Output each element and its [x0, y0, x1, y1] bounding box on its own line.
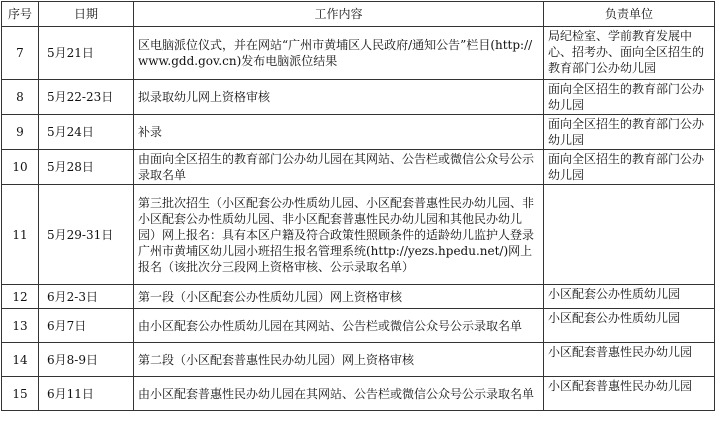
row-seq: 12 [2, 285, 39, 309]
header-content: 工作内容 [134, 2, 544, 27]
row-seq: 15 [2, 377, 39, 411]
row-date: 5月28日 [39, 150, 134, 185]
table-row [2, 115, 715, 150]
row-seq: 10 [2, 150, 39, 185]
header-unit: 负责单位 [544, 2, 715, 27]
row-seq: 9 [2, 115, 39, 150]
header-seq: 序号 [2, 2, 39, 27]
row-seq: 13 [2, 309, 39, 343]
row-content: 补录 [134, 115, 544, 150]
row-content: 由小区配套普惠性民办幼儿园在其网站、公告栏或微信公众号公示录取名单 [134, 377, 544, 411]
table-row [2, 80, 715, 115]
row-date: 5月29-31日 [39, 185, 134, 285]
schedule-table [1, 1, 715, 411]
row-date: 6月2-3日 [39, 285, 134, 309]
table-row [2, 377, 715, 411]
table-row [2, 309, 715, 343]
row-unit [544, 185, 715, 285]
row-unit: 面向全区招生的教育部门公办幼儿园 [544, 115, 715, 150]
row-content: 由小区配套公办性质幼儿园在其网站、公告栏或微信公众号公示录取名单 [134, 309, 544, 343]
row-content: 区电脑派位仪式，并在网站“广州市黄埔区人民政府/通知公告”栏目(http://www.gdd.gov.cn)发布电脑派位结果 [134, 27, 544, 80]
row-unit: 局纪检室、学前教育发展中心、招考办、面向全区招生的教育部门公办幼儿园 [544, 27, 715, 80]
table-row [2, 27, 715, 80]
row-content: 第三批次招生（小区配套公办性质幼儿园、小区配套普惠性民办幼儿园、非小区配套公办性质幼儿园、非小区配套普惠性民办幼儿园和其他民办幼儿园）网上报名：具有本区户籍及符合政策性照顾条件的适龄幼儿监护人登录广州市黄埔区幼儿园小班招生报名管理系统(http://yezs.hpedu.net/)网上报名（该批次分三段网上资格审核、公示录取名单） [134, 185, 544, 285]
row-content: 拟录取幼儿网上资格审核 [134, 80, 544, 115]
table-row [2, 150, 715, 185]
row-date: 5月24日 [39, 115, 134, 150]
table-row [2, 185, 715, 285]
row-date: 5月21日 [39, 27, 134, 80]
row-seq: 7 [2, 27, 39, 80]
row-date: 5月22-23日 [39, 80, 134, 115]
row-seq: 14 [2, 343, 39, 377]
table-header-row [2, 2, 715, 27]
row-unit: 小区配套普惠性民办幼儿园 [544, 377, 715, 411]
row-date: 6月11日 [39, 377, 134, 411]
row-unit: 面向全区招生的教育部门公办幼儿园 [544, 80, 715, 115]
row-seq: 8 [2, 80, 39, 115]
row-date: 6月7日 [39, 309, 134, 343]
row-unit: 面向全区招生的教育部门公办幼儿园 [544, 150, 715, 185]
header-date: 日期 [39, 2, 134, 27]
row-unit: 小区配套公办性质幼儿园 [544, 309, 715, 343]
row-date: 6月8-9日 [39, 343, 134, 377]
row-seq: 11 [2, 185, 39, 285]
row-content: 由面向全区招生的教育部门公办幼儿园在其网站、公告栏或微信公众号公示录取名单 [134, 150, 544, 185]
row-unit: 小区配套公办性质幼儿园 [544, 285, 715, 309]
table-row [2, 343, 715, 377]
row-content: 第二段（小区配套普惠性民办幼儿园）网上资格审核 [134, 343, 544, 377]
table-row [2, 285, 715, 309]
row-unit: 小区配套普惠性民办幼儿园 [544, 343, 715, 377]
row-content: 第一段（小区配套公办性质幼儿园）网上资格审核 [134, 285, 544, 309]
